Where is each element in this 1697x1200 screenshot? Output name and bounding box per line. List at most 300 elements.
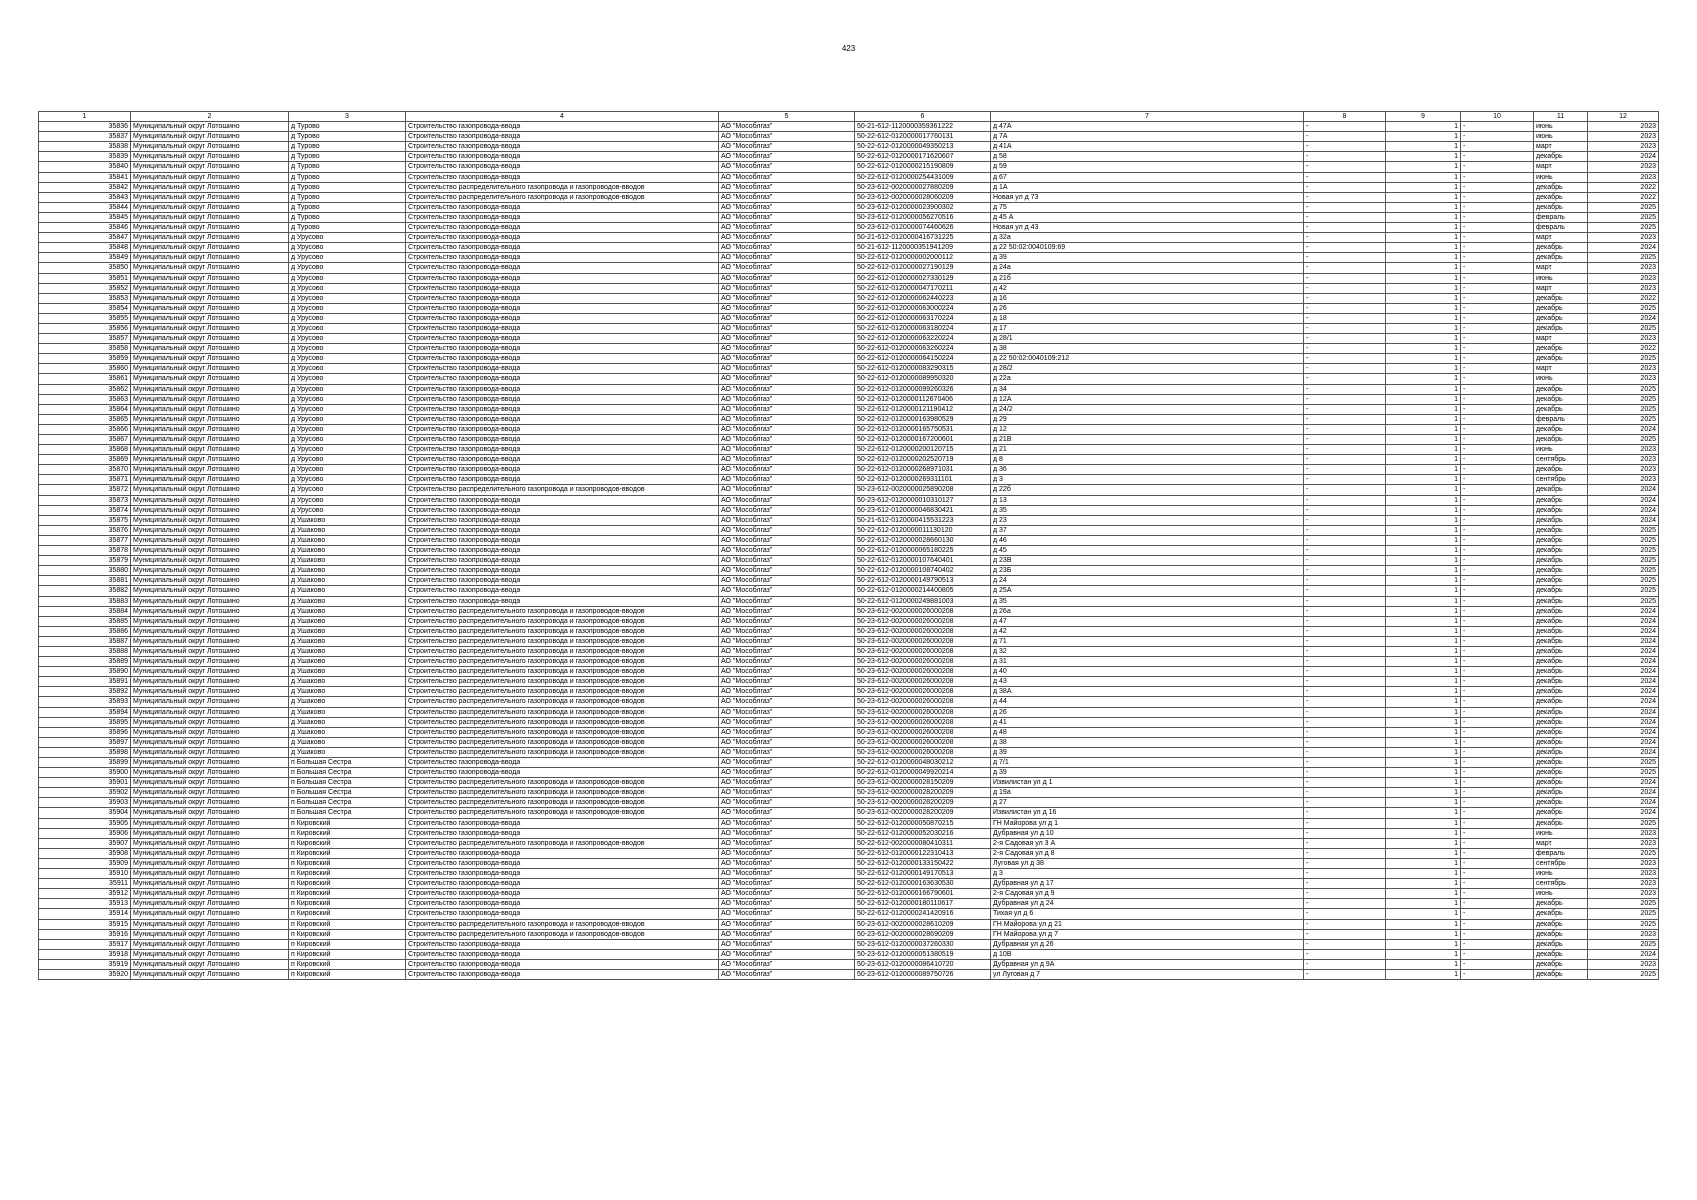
month-cell: февраль [1534, 848, 1588, 858]
col8-cell: - [1304, 929, 1386, 939]
row-number-cell: 35861 [39, 374, 131, 384]
quantity-cell: 1 [1386, 778, 1461, 788]
table-row [39, 243, 1659, 253]
month-cell: февраль [1534, 212, 1588, 222]
address-cell: Луговая ул д 38 [991, 858, 1304, 868]
col8-cell: - [1304, 899, 1386, 909]
organization-cell: АО "Мособлгаз" [719, 929, 855, 939]
row-number-cell: 35837 [39, 132, 131, 142]
locality-cell: д Урусово [289, 455, 406, 465]
quantity-cell: 1 [1386, 626, 1461, 636]
col-header: 1 [39, 112, 131, 122]
locality-cell: д Урусово [289, 505, 406, 515]
quantity-cell: 1 [1386, 727, 1461, 737]
municipality-cell: Муниципальный округ Лотошино [131, 283, 289, 293]
locality-cell: п Кировский [289, 858, 406, 868]
organization-cell: АО "Мособлгаз" [719, 374, 855, 384]
work-type-cell: Строительство газопровода-ввода [406, 455, 719, 465]
locality-cell: д Урусово [289, 475, 406, 485]
table-row [39, 212, 1659, 222]
quantity-cell: 1 [1386, 838, 1461, 848]
table-row [39, 253, 1659, 263]
quantity-cell: 1 [1386, 969, 1461, 979]
table-row [39, 263, 1659, 273]
request-number-cell: 50-22-612-0120000063000224 [855, 303, 991, 313]
locality-cell: п Кировский [289, 889, 406, 899]
month-cell: март [1534, 283, 1588, 293]
col10-cell: - [1461, 263, 1534, 273]
locality-cell: д Ушаково [289, 707, 406, 717]
month-cell: декабрь [1534, 556, 1588, 566]
work-type-cell: Строительство распределительного газопровода и газопроводов-вводов [406, 697, 719, 707]
row-number-cell: 35860 [39, 364, 131, 374]
month-cell: декабрь [1534, 798, 1588, 808]
request-number-cell: 50-22-612-0120000200120715 [855, 445, 991, 455]
work-type-cell: Строительство газопровода-ввода [406, 969, 719, 979]
organization-cell: АО "Мособлгаз" [719, 707, 855, 717]
address-cell: д 24а [991, 263, 1304, 273]
quantity-cell: 1 [1386, 525, 1461, 535]
col8-cell: - [1304, 768, 1386, 778]
municipality-cell: Муниципальный округ Лотошино [131, 384, 289, 394]
year-cell: 2024 [1588, 677, 1659, 687]
col8-cell: - [1304, 445, 1386, 455]
month-cell: декабрь [1534, 323, 1588, 333]
month-cell: декабрь [1534, 737, 1588, 747]
col10-cell: - [1461, 717, 1534, 727]
locality-cell: д Ушаково [289, 626, 406, 636]
year-cell: 2025 [1588, 323, 1659, 333]
locality-cell: д Урусово [289, 323, 406, 333]
locality-cell: п Большая Сестра [289, 778, 406, 788]
address-cell: д 26 [991, 707, 1304, 717]
row-number-cell: 35858 [39, 344, 131, 354]
table-row [39, 646, 1659, 656]
address-cell: 2-я Садовая ул 3 А [991, 838, 1304, 848]
municipality-cell: Муниципальный округ Лотошино [131, 233, 289, 243]
request-number-cell: 50-22-612-0120000215190809 [855, 162, 991, 172]
table-row [39, 687, 1659, 697]
quantity-cell: 1 [1386, 909, 1461, 919]
col10-cell: - [1461, 475, 1534, 485]
request-number-cell: 50-22-612-0120000122310413 [855, 848, 991, 858]
year-cell: 2024 [1588, 495, 1659, 505]
month-cell: декабрь [1534, 525, 1588, 535]
work-type-cell: Строительство газопровода-ввода [406, 334, 719, 344]
organization-cell: АО "Мособлгаз" [719, 697, 855, 707]
col8-cell: - [1304, 384, 1386, 394]
work-type-cell: Строительство газопровода-ввода [406, 384, 719, 394]
locality-cell: д Урусово [289, 495, 406, 505]
request-number-cell: 50-23-612-0120000037260330 [855, 939, 991, 949]
request-number-cell: 50-22-612-0120000268971031 [855, 465, 991, 475]
locality-cell: п Кировский [289, 899, 406, 909]
request-number-cell: 50-22-612-0120000166790601 [855, 889, 991, 899]
table-row [39, 969, 1659, 979]
year-cell: 2022 [1588, 344, 1659, 354]
quantity-cell: 1 [1386, 404, 1461, 414]
col10-cell: - [1461, 394, 1534, 404]
header-row [39, 112, 1659, 122]
col10-cell: - [1461, 162, 1534, 172]
work-type-cell: Строительство распределительного газопровода и газопроводов-вводов [406, 788, 719, 798]
municipality-cell: Муниципальный округ Лотошино [131, 939, 289, 949]
organization-cell: АО "Мособлгаз" [719, 768, 855, 778]
address-cell: д 3 [991, 869, 1304, 879]
organization-cell: АО "Мособлгаз" [719, 152, 855, 162]
organization-cell: АО "Мособлгаз" [719, 424, 855, 434]
year-cell: 2025 [1588, 576, 1659, 586]
quantity-cell: 1 [1386, 616, 1461, 626]
work-type-cell: Строительство газопровода-ввода [406, 394, 719, 404]
organization-cell: АО "Мособлгаз" [719, 727, 855, 737]
month-cell: декабрь [1534, 636, 1588, 646]
address-cell: ГН Майорова ул д 1 [991, 818, 1304, 828]
row-number-cell: 35865 [39, 414, 131, 424]
col10-cell: - [1461, 525, 1534, 535]
row-number-cell: 35902 [39, 788, 131, 798]
table-row [39, 778, 1659, 788]
year-cell: 2023 [1588, 445, 1659, 455]
year-cell: 2024 [1588, 626, 1659, 636]
month-cell: декабрь [1534, 929, 1588, 939]
municipality-cell: Муниципальный округ Лотошино [131, 778, 289, 788]
address-cell: д 19а [991, 788, 1304, 798]
table-row [39, 606, 1659, 616]
address-cell: д 41 [991, 717, 1304, 727]
row-number-cell: 35872 [39, 485, 131, 495]
work-type-cell: Строительство распределительного газопровода и газопроводов-вводов [406, 636, 719, 646]
municipality-cell: Муниципальный округ Лотошино [131, 556, 289, 566]
month-cell: декабрь [1534, 435, 1588, 445]
col8-cell: - [1304, 596, 1386, 606]
municipality-cell: Муниципальный округ Лотошино [131, 798, 289, 808]
col10-cell: - [1461, 818, 1534, 828]
row-number-cell: 35846 [39, 223, 131, 233]
address-cell: д 39 [991, 253, 1304, 263]
request-number-cell: 50-23-612-0120000074460626 [855, 223, 991, 233]
table-row [39, 677, 1659, 687]
organization-cell: АО "Мособлгаз" [719, 182, 855, 192]
work-type-cell: Строительство газопровода-ввода [406, 546, 719, 556]
address-cell: д 38А [991, 687, 1304, 697]
table-row [39, 323, 1659, 333]
address-cell: д 40 [991, 667, 1304, 677]
quantity-cell: 1 [1386, 132, 1461, 142]
locality-cell: п Большая Сестра [289, 758, 406, 768]
table-row [39, 233, 1659, 243]
organization-cell: АО "Мособлгаз" [719, 798, 855, 808]
work-type-cell: Строительство газопровода-ввода [406, 404, 719, 414]
year-cell: 2024 [1588, 788, 1659, 798]
address-cell: д 21В [991, 435, 1304, 445]
organization-cell: АО "Мособлгаз" [719, 202, 855, 212]
organization-cell: АО "Мособлгаз" [719, 414, 855, 424]
col10-cell: - [1461, 273, 1534, 283]
municipality-cell: Муниципальный округ Лотошино [131, 747, 289, 757]
col10-cell: - [1461, 445, 1534, 455]
request-number-cell: 50-22-612-0120000133150422 [855, 858, 991, 868]
locality-cell: п Большая Сестра [289, 808, 406, 818]
work-type-cell: Строительство газопровода-ввода [406, 414, 719, 424]
row-number-cell: 35844 [39, 202, 131, 212]
municipality-cell: Муниципальный округ Лотошино [131, 223, 289, 233]
table-row [39, 596, 1659, 606]
col-header: 3 [289, 112, 406, 122]
locality-cell: д Урусово [289, 364, 406, 374]
month-cell: декабрь [1534, 384, 1588, 394]
year-cell: 2023 [1588, 334, 1659, 344]
col10-cell: - [1461, 233, 1534, 243]
col10-cell: - [1461, 929, 1534, 939]
organization-cell: АО "Мособлгаз" [719, 586, 855, 596]
request-number-cell: 50-22-612-0120000063180224 [855, 323, 991, 333]
address-cell: д 22б [991, 485, 1304, 495]
address-cell: д 71 [991, 636, 1304, 646]
request-number-cell: 50-23-612-0020000026000208 [855, 646, 991, 656]
locality-cell: д Ушаково [289, 576, 406, 586]
month-cell: декабрь [1534, 576, 1588, 586]
row-number-cell: 35887 [39, 636, 131, 646]
municipality-cell: Муниципальный округ Лотошино [131, 263, 289, 273]
row-number-cell: 35910 [39, 869, 131, 879]
table-row [39, 535, 1659, 545]
request-number-cell: 50-22-612-0120000017760131 [855, 132, 991, 142]
table-row [39, 828, 1659, 838]
organization-cell: АО "Мособлгаз" [719, 223, 855, 233]
quantity-cell: 1 [1386, 636, 1461, 646]
request-number-cell: 50-23-612-0020000026000208 [855, 667, 991, 677]
quantity-cell: 1 [1386, 535, 1461, 545]
col-header: 2 [131, 112, 289, 122]
month-cell: декабрь [1534, 505, 1588, 515]
col8-cell: - [1304, 808, 1386, 818]
municipality-cell: Муниципальный округ Лотошино [131, 435, 289, 445]
locality-cell: д Ушаково [289, 677, 406, 687]
quantity-cell: 1 [1386, 152, 1461, 162]
request-number-cell: 50-22-612-0120000254431009 [855, 172, 991, 182]
row-number-cell: 35889 [39, 657, 131, 667]
work-type-cell: Строительство распределительного газопровода и газопроводов-вводов [406, 192, 719, 202]
row-number-cell: 35907 [39, 838, 131, 848]
month-cell: декабрь [1534, 818, 1588, 828]
work-type-cell: Строительство газопровода-ввода [406, 132, 719, 142]
address-cell: д 32 [991, 646, 1304, 656]
year-cell: 2023 [1588, 263, 1659, 273]
address-cell: д 22 50:02:0040109:69 [991, 243, 1304, 253]
organization-cell: АО "Мособлгаз" [719, 273, 855, 283]
request-number-cell: 50-22-612-0120000149790513 [855, 576, 991, 586]
table-row [39, 384, 1659, 394]
month-cell: декабрь [1534, 788, 1588, 798]
col10-cell: - [1461, 132, 1534, 142]
quantity-cell: 1 [1386, 253, 1461, 263]
month-cell: декабрь [1534, 949, 1588, 959]
quantity-cell: 1 [1386, 869, 1461, 879]
quantity-cell: 1 [1386, 354, 1461, 364]
organization-cell: АО "Мособлгаз" [719, 384, 855, 394]
address-cell: д 21б [991, 273, 1304, 283]
quantity-cell: 1 [1386, 576, 1461, 586]
row-number-cell: 35848 [39, 243, 131, 253]
col10-cell: - [1461, 576, 1534, 586]
month-cell: декабрь [1534, 182, 1588, 192]
locality-cell: п Кировский [289, 848, 406, 858]
year-cell: 2023 [1588, 869, 1659, 879]
col8-cell: - [1304, 717, 1386, 727]
work-type-cell: Строительство распределительного газопровода и газопроводов-вводов [406, 747, 719, 757]
work-type-cell: Строительство распределительного газопровода и газопроводов-вводов [406, 606, 719, 616]
quantity-cell: 1 [1386, 687, 1461, 697]
col10-cell: - [1461, 535, 1534, 545]
month-cell: декабрь [1534, 546, 1588, 556]
col8-cell: - [1304, 798, 1386, 808]
work-type-cell: Строительство газопровода-ввода [406, 879, 719, 889]
organization-cell: АО "Мособлгаз" [719, 455, 855, 465]
organization-cell: АО "Мособлгаз" [719, 737, 855, 747]
quantity-cell: 1 [1386, 485, 1461, 495]
row-number-cell: 35881 [39, 576, 131, 586]
table-row [39, 162, 1659, 172]
quantity-cell: 1 [1386, 243, 1461, 253]
month-cell: декабрь [1534, 465, 1588, 475]
request-number-cell: 50-23-612-0020000026000208 [855, 626, 991, 636]
organization-cell: АО "Мособлгаз" [719, 778, 855, 788]
locality-cell: п Кировский [289, 949, 406, 959]
municipality-cell: Муниципальный округ Лотошино [131, 808, 289, 818]
request-number-cell: 50-22-612-0120000064150224 [855, 354, 991, 364]
table-row [39, 707, 1659, 717]
work-type-cell: Строительство газопровода-ввода [406, 939, 719, 949]
table-row [39, 515, 1659, 525]
year-cell: 2025 [1588, 303, 1659, 313]
municipality-cell: Муниципальный округ Лотошино [131, 717, 289, 727]
work-type-cell: Строительство газопровода-ввода [406, 243, 719, 253]
locality-cell: д Урусово [289, 424, 406, 434]
quantity-cell: 1 [1386, 788, 1461, 798]
year-cell: 2024 [1588, 505, 1659, 515]
table-row [39, 192, 1659, 202]
col10-cell: - [1461, 909, 1534, 919]
address-cell: Дубравная ул д 9А [991, 959, 1304, 969]
year-cell: 2024 [1588, 424, 1659, 434]
table-row [39, 616, 1659, 626]
year-cell: 2024 [1588, 243, 1659, 253]
year-cell: 2023 [1588, 828, 1659, 838]
work-type-cell: Строительство газопровода-ввода [406, 566, 719, 576]
row-number-cell: 35896 [39, 727, 131, 737]
municipality-cell: Муниципальный округ Лотошино [131, 646, 289, 656]
work-type-cell: Строительство газопровода-ввода [406, 162, 719, 172]
month-cell: июнь [1534, 273, 1588, 283]
municipality-cell: Муниципальный округ Лотошино [131, 707, 289, 717]
col10-cell: - [1461, 626, 1534, 636]
work-type-cell: Строительство газопровода-ввода [406, 223, 719, 233]
col8-cell: - [1304, 182, 1386, 192]
col10-cell: - [1461, 192, 1534, 202]
col8-cell: - [1304, 889, 1386, 899]
address-cell: ГН Майорова ул д 21 [991, 919, 1304, 929]
organization-cell: АО "Мособлгаз" [719, 949, 855, 959]
row-number-cell: 35845 [39, 212, 131, 222]
row-number-cell: 35840 [39, 162, 131, 172]
organization-cell: АО "Мособлгаз" [719, 556, 855, 566]
municipality-cell: Муниципальный округ Лотошино [131, 626, 289, 636]
request-number-cell: 50-23-612-0020000026000208 [855, 657, 991, 667]
col10-cell: - [1461, 455, 1534, 465]
year-cell: 2024 [1588, 657, 1659, 667]
year-cell: 2024 [1588, 616, 1659, 626]
row-number-cell: 35867 [39, 435, 131, 445]
row-number-cell: 35859 [39, 354, 131, 364]
request-number-cell: 50-21-612-0120000416731225 [855, 233, 991, 243]
work-type-cell: Строительство газопровода-ввода [406, 495, 719, 505]
col8-cell: - [1304, 788, 1386, 798]
locality-cell: д Урусово [289, 243, 406, 253]
organization-cell: АО "Мособлгаз" [719, 243, 855, 253]
table-row [39, 858, 1659, 868]
year-cell: 2025 [1588, 525, 1659, 535]
table-row [39, 313, 1659, 323]
row-number-cell: 35855 [39, 313, 131, 323]
work-type-cell: Строительство распределительного газопровода и газопроводов-вводов [406, 929, 719, 939]
organization-cell: АО "Мособлгаз" [719, 959, 855, 969]
month-cell: декабрь [1534, 192, 1588, 202]
row-number-cell: 35875 [39, 515, 131, 525]
year-cell: 2023 [1588, 465, 1659, 475]
address-cell: д 32а [991, 233, 1304, 243]
col8-cell: - [1304, 212, 1386, 222]
address-cell: д 23В [991, 556, 1304, 566]
year-cell: 2023 [1588, 122, 1659, 132]
work-type-cell: Строительство распределительного газопровода и газопроводов-вводов [406, 727, 719, 737]
table-row [39, 485, 1659, 495]
organization-cell: АО "Мособлгаз" [719, 576, 855, 586]
address-cell: д 12 [991, 424, 1304, 434]
col8-cell: - [1304, 334, 1386, 344]
table-row [39, 808, 1659, 818]
municipality-cell: Муниципальный округ Лотошино [131, 566, 289, 576]
address-cell: д 18 [991, 313, 1304, 323]
quantity-cell: 1 [1386, 959, 1461, 969]
col8-cell: - [1304, 949, 1386, 959]
address-cell: Тихая ул д 6 [991, 909, 1304, 919]
month-cell: март [1534, 334, 1588, 344]
year-cell: 2024 [1588, 687, 1659, 697]
locality-cell: д Урусово [289, 253, 406, 263]
month-cell: декабрь [1534, 344, 1588, 354]
locality-cell: п Кировский [289, 929, 406, 939]
quantity-cell: 1 [1386, 455, 1461, 465]
table-row [39, 556, 1659, 566]
row-number-cell: 35895 [39, 717, 131, 727]
col8-cell: - [1304, 152, 1386, 162]
municipality-cell: Муниципальный округ Лотошино [131, 424, 289, 434]
quantity-cell: 1 [1386, 424, 1461, 434]
row-number-cell: 35898 [39, 747, 131, 757]
quantity-cell: 1 [1386, 394, 1461, 404]
col10-cell: - [1461, 758, 1534, 768]
work-type-cell: Строительство газопровода-ввода [406, 959, 719, 969]
row-number-cell: 35916 [39, 929, 131, 939]
quantity-cell: 1 [1386, 596, 1461, 606]
work-type-cell: Строительство газопровода-ввода [406, 445, 719, 455]
locality-cell: д Урусово [289, 404, 406, 414]
municipality-cell: Муниципальный округ Лотошино [131, 364, 289, 374]
organization-cell: АО "Мособлгаз" [719, 566, 855, 576]
municipality-cell: Муниципальный округ Лотошино [131, 323, 289, 333]
col8-cell: - [1304, 546, 1386, 556]
